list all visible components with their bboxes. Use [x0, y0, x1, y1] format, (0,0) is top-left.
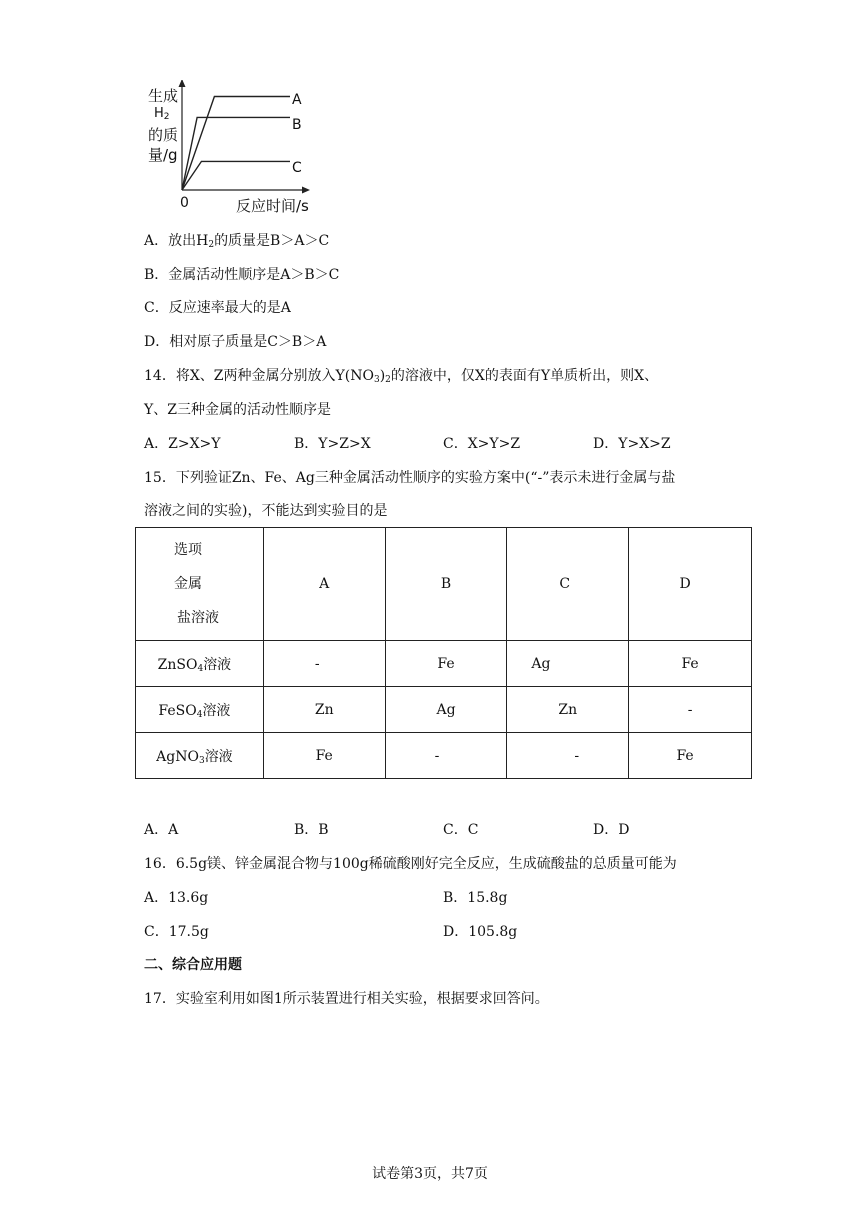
graph-origin-label: 0 [180, 195, 189, 211]
table-cell: - [263, 641, 385, 687]
table-header-col-a: A [263, 528, 385, 641]
table-row [136, 733, 752, 779]
table-header-col-c: C [507, 528, 629, 641]
q14-option-b: B．Y>Z>X [294, 436, 371, 452]
graph-plot [140, 80, 330, 220]
graph-ylabel-line3: 的质 [148, 126, 179, 144]
graph-series-line-c [182, 161, 290, 190]
q15-option-d: D．D [593, 822, 630, 838]
header-label-metal: 金属 [174, 576, 202, 592]
table-row [136, 641, 752, 687]
q16-option-a: A．13.6g [144, 890, 209, 906]
table-row [136, 687, 752, 733]
row-label-feso4: FeSO$_4$溶液 [136, 687, 264, 733]
table-cell: Ag [507, 641, 629, 687]
graph-x-arrow-icon [302, 187, 310, 194]
q13-option-b: B．金属活动性顺序是A＞B＞C [144, 267, 340, 283]
graph-series-line-a [182, 97, 290, 191]
table-cell: - [385, 733, 507, 779]
graph-line-label-a: A [292, 92, 302, 108]
header-label-salt: 盐溶液 [177, 610, 219, 626]
q13-option-d: D．相对原子质量是C＞B＞A [144, 334, 327, 350]
table-cell: Fe [629, 641, 752, 687]
table-header-col-d: D [629, 528, 752, 641]
table-header-col-b: B [385, 528, 507, 641]
graph-line-label-c: C [292, 160, 302, 176]
page-footer: 试卷第3页，共7页 [372, 1166, 488, 1182]
q13-option-c: C．反应速率最大的是A [144, 300, 291, 316]
q15-option-a: A．A [144, 822, 179, 838]
q15-option-b: B．B [294, 822, 329, 838]
q13-option-a: A．放出$H_2$的质量是B＞A＞C [144, 233, 330, 250]
q14-option-d: D．Y>X>Z [593, 436, 671, 452]
row-label-agno3: AgNO$_3$溶液 [136, 733, 264, 779]
h2-mass-graph [140, 80, 330, 220]
graph-line-label-b: B [292, 117, 302, 133]
graph-xlabel: 反应时间/s [236, 197, 309, 215]
table-cell: - [507, 733, 629, 779]
q14-stem-line2: Y、Z三种金属的活动性顺序是 [144, 402, 331, 418]
row-label-znso4: ZnSO$_4$溶液 [136, 641, 264, 687]
table-cell: - [629, 687, 752, 733]
q14-option-a: A．Z>X>Y [144, 436, 221, 452]
graph-ylabel-line1: 生成 [148, 87, 179, 105]
graph-y-arrow-icon [179, 80, 186, 87]
table-cell: Fe [263, 733, 385, 779]
graph-series-line-b [182, 117, 290, 190]
q16-option-b: B．15.8g [443, 890, 508, 906]
q17-stem: 17．实验室利用如图1所示装置进行相关实验，根据要求回答问。 [144, 991, 549, 1007]
q16-option-d: D．105.8g [443, 924, 518, 940]
q16-stem: 16．6.5g镁、锌金属混合物与100g稀硫酸刚好完全反应，生成硫酸盐的总质量可能为 [144, 856, 677, 872]
table-header-row [136, 528, 752, 641]
header-label-option: 选项 [174, 542, 202, 558]
graph-ylabel-line2: $H_2$ [154, 106, 170, 122]
section-heading-comprehensive: 二、综合应用题 [144, 957, 242, 973]
q15-option-c: C．C [443, 822, 479, 838]
q15-stem-line2: 溶液之间的实验)，不能达到实验目的是 [144, 503, 388, 519]
q15-table [135, 527, 752, 779]
q16-option-c: C．17.5g [144, 924, 209, 940]
table-cell: Fe [629, 733, 752, 779]
table-cell: Ag [385, 687, 507, 733]
graph-ylabel-line4: 量/g [148, 146, 178, 164]
table-header-diagonal-cell [136, 528, 264, 641]
table-cell: Zn [263, 687, 385, 733]
table-cell: Zn [507, 687, 629, 733]
q15-stem-line1: 15．下列验证Zn、Fe、Ag三种金属活动性顺序的实验方案中(“-”表示未进行金属与盐 [144, 470, 676, 486]
q14-option-c: C．X>Y>Z [443, 436, 521, 452]
table-cell: Fe [385, 641, 507, 687]
q14-stem-line1: 14．将X、Z两种金属分别放入$Y(NO_3)_2$的溶液中，仅X的表面有Y单质析出，则X、 [144, 368, 659, 385]
